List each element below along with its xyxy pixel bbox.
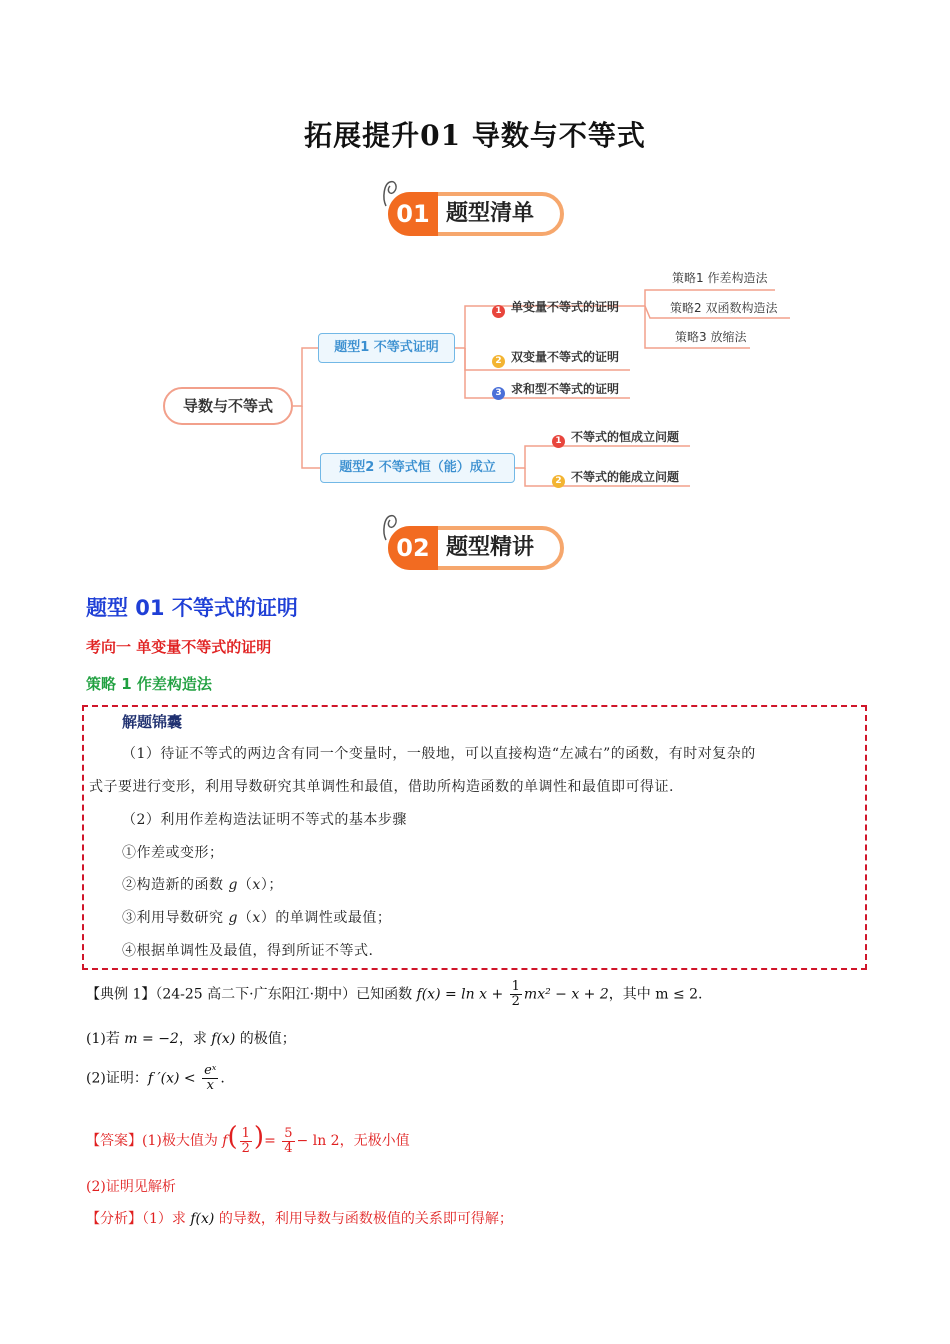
- mindmap-item-sum: [492, 380, 619, 400]
- mindmap-item-exists: [552, 468, 679, 488]
- leaf-label: 不等式的能成立问题: [571, 470, 680, 484]
- mindmap-item-single-var: [492, 298, 619, 318]
- tips-step-3: ③利用导数研究 g（x）的单调性或最值；: [122, 910, 392, 926]
- mindmap-type2: 题型2 不等式恒（能）成立: [320, 453, 515, 483]
- mindmap-root: 导数与不等式: [163, 387, 293, 425]
- badge-number: 01: [388, 192, 438, 236]
- leaf-label: 求和型不等式的证明: [511, 382, 620, 396]
- mindmap-strategy-2: 策略2 双函数构造法: [670, 301, 778, 315]
- number-badge-icon: 2: [552, 475, 565, 488]
- leaf-label: 不等式的恒成立问题: [571, 430, 680, 444]
- analysis: 【分析】（1）求 f(x) 的导数，利用导数与函数极值的关系即可得解；: [86, 1211, 513, 1227]
- page-title: 拓展提升01 导数与不等式: [304, 119, 646, 152]
- tips-line-1: （1）待证不等式的两边含有同一个变量时，一般地，可以直接构造“左减右”的函数，有时对复杂的: [122, 746, 756, 762]
- mindmap-item-always: [552, 428, 679, 448]
- tips-step-2: ②构造新的函数 g（x）；: [122, 877, 283, 893]
- section-badge-lecture: [380, 510, 580, 580]
- tips-title: 解题锦囊: [122, 713, 183, 731]
- leaf-label: 双变量不等式的证明: [511, 350, 620, 364]
- question-1: (1)若 m = −2，求 f(x) 的极值；: [86, 1031, 296, 1047]
- badge-number: 02: [388, 526, 438, 570]
- section-badge-list: [380, 176, 580, 246]
- strategy-heading: 策略 1 作差构造法: [86, 675, 212, 693]
- badge-label: 题型清单: [446, 201, 535, 226]
- mindmap-strategy-1: 策略1 作差构造法: [672, 271, 768, 285]
- number-badge-icon: 1: [552, 435, 565, 448]
- mindmap-strategy-3: 策略3 放缩法: [675, 330, 747, 344]
- answer-2: (2)证明见解析: [86, 1179, 176, 1195]
- badge-label: 题型精讲: [446, 535, 535, 560]
- tips-box: [82, 705, 867, 970]
- answer-1: 【答案】(1)极大值为 f( $\frac{1}{2}$ )= $\frac{5}{4}$ − ln 2，无极小值: [86, 1122, 410, 1156]
- mindmap-item-double-var: [492, 348, 619, 368]
- example-statement: 【典例 1】（24-25 高二下·广东阳江·期中）已知函数 f(x) = ln x + $\frac{1}{2}$ mx² − x + 2，其中 m ≤ 2.: [86, 979, 703, 1009]
- leaf-label: 单变量不等式的证明: [511, 300, 620, 314]
- tips-line-2: 式子要进行变形，利用导数研究其单调性和最值，借助所构造函数的单调性和最值即可得证.: [89, 779, 674, 795]
- number-badge-icon: 1: [492, 305, 505, 318]
- tips-step-1: ①作差或变形；: [122, 845, 224, 861]
- number-badge-icon: 2: [492, 355, 505, 368]
- sub-heading: 考向一 单变量不等式的证明: [86, 638, 272, 656]
- question-2: (2)证明：f ′(x) < $\frac{\text{eˣ}}{x}$ .: [86, 1063, 225, 1093]
- tips-step-4: ④根据单调性及最值，得到所证不等式.: [122, 943, 374, 959]
- tips-line-3: （2）利用作差构造法证明不等式的基本步骤: [122, 812, 407, 828]
- number-badge-icon: 3: [492, 387, 505, 400]
- mindmap: [150, 262, 810, 492]
- section-heading: 题型 01 不等式的证明: [86, 596, 298, 620]
- mindmap-type1: 题型1 不等式证明: [318, 333, 455, 363]
